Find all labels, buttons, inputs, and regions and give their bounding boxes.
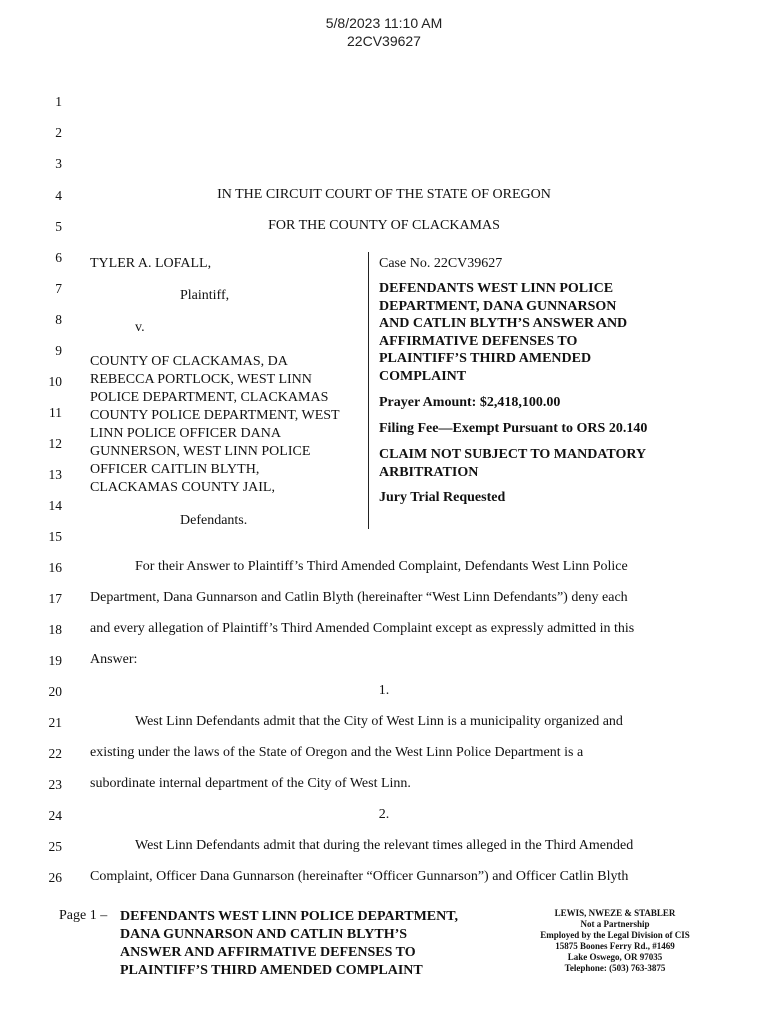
jury-trial-notice: Jury Trial Requested <box>379 490 506 505</box>
footer-title-line: PLAINTIFF’S THIRD AMENDED COMPLAINT <box>120 963 423 978</box>
line-number: 20 <box>48 684 62 699</box>
line-number: 14 <box>48 498 62 513</box>
line-number: 21 <box>48 715 62 730</box>
line-number: 7 <box>55 281 62 296</box>
line-number: 22 <box>48 746 62 761</box>
document-title-line: AND CATLIN BLYTH’S ANSWER AND <box>379 316 628 331</box>
filing-case-id: 22CV39627 <box>347 33 421 49</box>
defendants-label: Defendants. <box>180 513 248 528</box>
line-number: 9 <box>55 343 62 358</box>
line-number: 16 <box>48 560 62 575</box>
filing-fee: Filing Fee—Exempt Pursuant to ORS 20.140 <box>379 421 648 436</box>
line-number: 8 <box>55 312 62 327</box>
document-title-line: DEPARTMENT, DANA GUNNARSON <box>379 298 617 314</box>
body-line: subordinate internal department of the City of West Linn. <box>90 776 411 791</box>
defendant-line: REBECCA PORTLOCK, WEST LINN <box>90 372 312 387</box>
defendant-line: CLACKAMAS COUNTY JAIL, <box>90 480 275 495</box>
footer-title <box>120 908 500 980</box>
arbitration-line: ARBITRATION <box>379 464 479 480</box>
firm-line: Lake Oswego, OR 97035 <box>567 952 663 962</box>
line-number: 1 <box>55 94 62 109</box>
case-number: Case No. 22CV39627 <box>379 256 503 271</box>
defendant-line: GUNNERSON, WEST LINN POLICE <box>90 444 311 459</box>
line-number: 10 <box>48 374 62 389</box>
line-number: 6 <box>55 250 62 265</box>
county-heading: FOR THE COUNTY OF CLACKAMAS <box>268 218 500 233</box>
body-line: Department, Dana Gunnarson and Catlin Blyth (hereinafter “West Linn Defendants”) deny each <box>90 590 628 605</box>
defendant-line: LINN POLICE OFFICER DANA <box>90 426 281 441</box>
line-number: 18 <box>48 622 62 637</box>
filing-datetime: 5/8/2023 11:10 AM <box>325 15 443 31</box>
arbitration-line: CLAIM NOT SUBJECT TO MANDATORY <box>379 447 647 462</box>
document-title-line: AFFIRMATIVE DEFENSES TO <box>379 333 578 349</box>
filing-stamp <box>0 14 768 50</box>
firm-line: LEWIS, NWEZE & STABLER <box>554 908 676 918</box>
page-number-label: Page 1 – <box>59 908 108 923</box>
line-number: 13 <box>48 467 62 482</box>
line-number: 17 <box>48 591 62 606</box>
line-number: 23 <box>48 777 62 792</box>
document-title-line: PLAINTIFF’S THIRD AMENDED <box>379 351 592 366</box>
defendant-line: OFFICER CAITLIN BLYTH, <box>90 462 260 477</box>
footer-title-line: DANA GUNNARSON AND CATLIN BLYTH’S <box>120 927 408 942</box>
court-heading: IN THE CIRCUIT COURT OF THE STATE OF OREGON <box>217 187 551 202</box>
prayer-amount: Prayer Amount: $2,418,100.00 <box>379 395 561 410</box>
line-number: 3 <box>55 156 62 171</box>
document-title-line: DEFENDANTS WEST LINN POLICE <box>379 281 614 296</box>
line-number: 2 <box>55 125 62 140</box>
defendant-line: COUNTY POLICE DEPARTMENT, WEST <box>90 408 340 423</box>
paragraph-number: 2. <box>378 807 390 822</box>
plaintiff-label: Plaintiff, <box>180 288 230 303</box>
document-title <box>379 280 689 385</box>
line-number: 25 <box>48 839 62 854</box>
paragraph-number: 1. <box>378 683 390 698</box>
line-number: 5 <box>55 219 62 234</box>
law-firm-block <box>528 908 702 974</box>
line-number: 24 <box>48 808 62 823</box>
line-number: 15 <box>48 529 62 544</box>
body-line: Complaint, Officer Dana Gunnarson (hereinafter “Officer Gunnarson”) and Officer Catlin Blyth <box>90 869 629 884</box>
line-number: 12 <box>48 436 62 451</box>
firm-line: 15875 Boones Ferry Rd., #1469 <box>555 941 675 951</box>
firm-line: Employed by the Legal Division of CIS <box>540 930 690 940</box>
caption-divider <box>368 252 369 529</box>
body-line: Answer: <box>90 652 138 667</box>
body-line: West Linn Defendants admit that the City of West Linn is a municipality organized and <box>135 714 623 729</box>
line-number: 11 <box>49 405 62 420</box>
footer-title-line: ANSWER AND AFFIRMATIVE DEFENSES TO <box>120 945 416 960</box>
defendants-list <box>90 353 365 497</box>
line-number: 26 <box>48 870 62 885</box>
firm-line: Not a Partnership <box>580 919 650 929</box>
line-number: 19 <box>48 653 62 668</box>
document-title-line: COMPLAINT <box>379 368 467 384</box>
defendant-line: POLICE DEPARTMENT, CLACKAMAS <box>90 390 329 405</box>
defendant-line: COUNTY OF CLACKAMAS, DA <box>90 354 288 369</box>
footer-title-line: DEFENDANTS WEST LINN POLICE DEPARTMENT, <box>120 909 459 924</box>
versus-label: v. <box>135 320 145 335</box>
firm-line: Telephone: (503) 763-3875 <box>564 963 666 973</box>
body-line: For their Answer to Plaintiff’s Third Amended Complaint, Defendants West Linn Police <box>135 559 628 574</box>
line-number: 4 <box>55 188 62 203</box>
body-line: existing under the laws of the State of Oregon and the West Linn Police Department is a <box>90 745 584 760</box>
body-line: and every allegation of Plaintiff’s Third Amended Complaint except as expressly admitted in this <box>90 621 635 636</box>
body-line: West Linn Defendants admit that during the relevant times alleged in the Third Amended <box>135 838 634 853</box>
plaintiff-name: TYLER A. LOFALL, <box>90 256 212 271</box>
arbitration-notice <box>379 446 689 481</box>
